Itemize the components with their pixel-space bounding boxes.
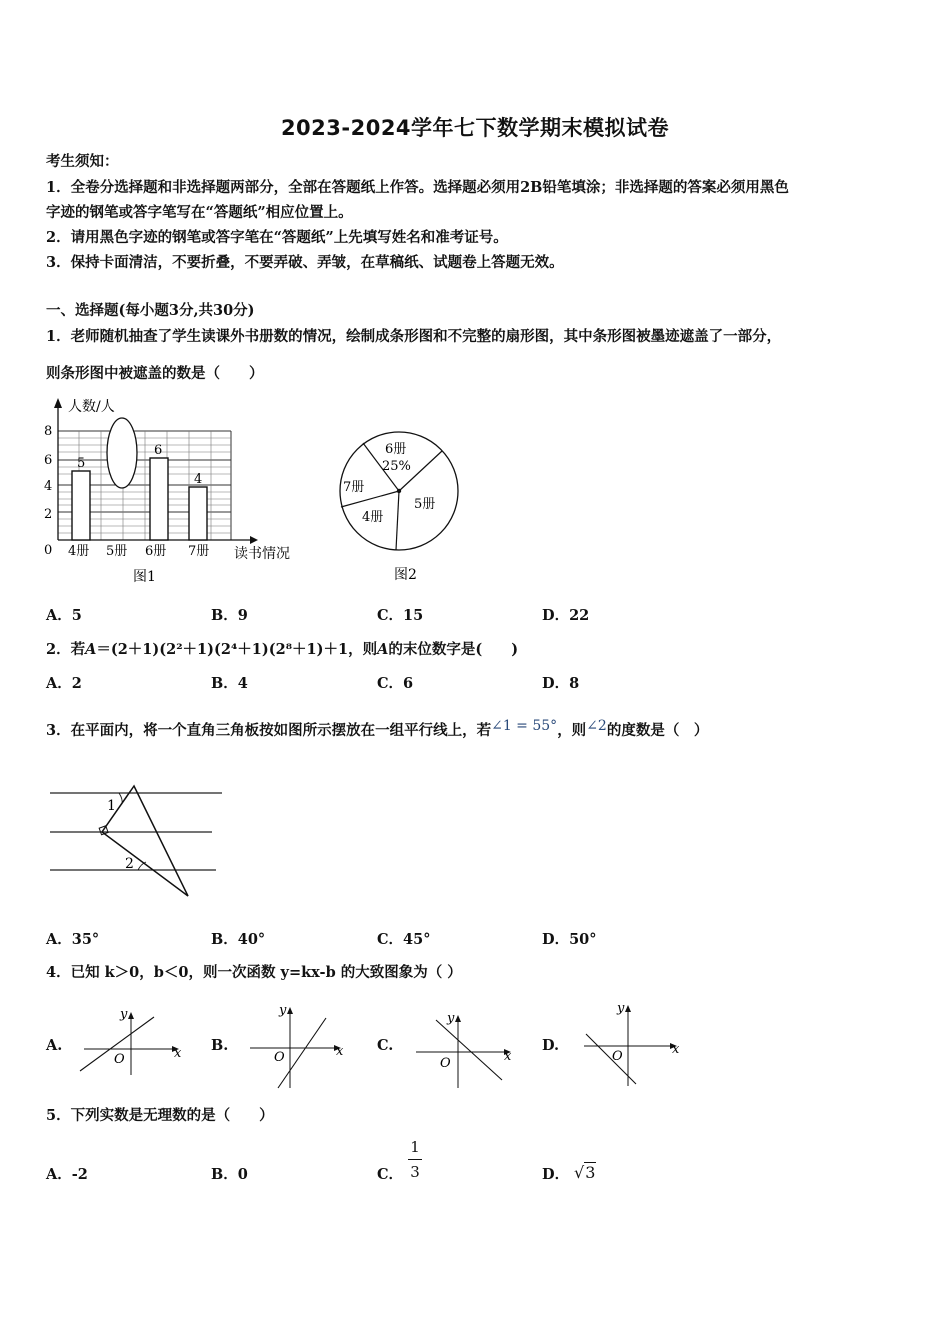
notice-heading: 考生须知： bbox=[46, 153, 119, 170]
y-axis-arrow-icon bbox=[287, 1007, 293, 1014]
option-b[interactable]: B. bbox=[211, 1037, 229, 1054]
section-heading: 一、选择题(每小题3分,共30分) bbox=[46, 302, 255, 319]
ink-blot bbox=[107, 418, 137, 488]
q3-text: 的度数是（ ） bbox=[606, 722, 709, 739]
x-tick-label: 7册 bbox=[188, 544, 210, 559]
q2-prefix: 2．若 bbox=[46, 641, 86, 658]
y-axis-label: 人数/人 bbox=[68, 399, 115, 415]
fraction-numerator: 1 bbox=[410, 1138, 420, 1156]
figure-1-bar-chart bbox=[38, 394, 308, 594]
option-d[interactable]: D. bbox=[542, 1037, 560, 1054]
pie-label: 5册 bbox=[414, 497, 436, 512]
pie-label: 7册 bbox=[343, 480, 365, 495]
x-axis-label: x bbox=[672, 1042, 680, 1057]
pie-label: 6册 bbox=[385, 442, 407, 457]
x-axis-label: x bbox=[174, 1046, 182, 1061]
sqrt-three bbox=[574, 1162, 596, 1184]
option-d[interactable]: D． bbox=[542, 1166, 570, 1183]
origin-label: O bbox=[114, 1052, 125, 1067]
option-a[interactable]: A. bbox=[46, 1037, 63, 1054]
angle-2-formula: ∠2 bbox=[586, 718, 607, 734]
angle-1-formula: ∠1 = 55° bbox=[491, 718, 558, 734]
x-axis-label: x bbox=[336, 1044, 344, 1059]
bar-6 bbox=[150, 458, 168, 540]
option-c[interactable]: C. bbox=[377, 1037, 394, 1054]
option-a[interactable]: A．2 bbox=[46, 675, 82, 692]
fraction-denominator: 3 bbox=[410, 1163, 420, 1181]
function-line bbox=[278, 1018, 326, 1088]
y-axis-label: y bbox=[279, 1003, 287, 1018]
option-b[interactable]: B．4 bbox=[211, 675, 248, 692]
x-tick-label: 6册 bbox=[145, 544, 167, 559]
graph-option-d bbox=[580, 998, 685, 1090]
figure-caption: 图1 bbox=[133, 569, 156, 585]
option-c[interactable]: C．15 bbox=[377, 607, 424, 624]
q3-text: 3．在平面内，将一个直角三角板按如图所示摆放在一组平行线上，若 bbox=[46, 722, 492, 739]
question-2-text bbox=[46, 640, 518, 660]
bar-4 bbox=[72, 471, 90, 540]
y-tick-label: 8 bbox=[44, 424, 53, 439]
origin-label: O bbox=[612, 1049, 623, 1064]
variable-a: A bbox=[377, 641, 389, 658]
bar-value-label: 5 bbox=[77, 456, 86, 471]
page-title: 2023-2024学年七下数学期末模拟试卷 bbox=[280, 116, 670, 140]
angle-label: 1 bbox=[107, 798, 116, 814]
q3-text: ，则 bbox=[557, 722, 587, 739]
option-b[interactable]: B．40° bbox=[211, 931, 266, 948]
variable-a: A bbox=[85, 641, 97, 658]
graph-option-a bbox=[76, 1003, 186, 1078]
notice-item: 1．全卷分选择题和非选择题两部分，全部在答题纸上作答。选择题必须用2B铅笔填涂；非选择题的答案必须用黑色 bbox=[46, 179, 789, 196]
figure-caption: 图2 bbox=[394, 567, 417, 583]
origin-label: O bbox=[440, 1056, 451, 1071]
pie-center bbox=[397, 489, 401, 493]
sqrt-icon: √ bbox=[574, 1163, 585, 1182]
x-axis-arrow-icon bbox=[250, 536, 258, 544]
q2-expression: ＝(2＋1)(2²＋1)(2⁴＋1)(2⁸＋1)＋1，则 bbox=[96, 641, 378, 658]
sqrt-radicand: 3 bbox=[585, 1163, 596, 1182]
figure-3-parallel-lines bbox=[46, 780, 226, 905]
bar-7 bbox=[189, 487, 207, 540]
y-axis-arrow-icon bbox=[54, 398, 62, 408]
angle-label: 2 bbox=[125, 856, 134, 872]
pie-label: 4册 bbox=[362, 510, 384, 525]
option-c[interactable]: C．45° bbox=[377, 931, 431, 948]
option-d[interactable]: D．50° bbox=[542, 931, 597, 948]
y-tick-label: 2 bbox=[44, 507, 53, 522]
question-4-text: 4．已知 k＞0，b＜0，则一次函数 y=kx-b 的大致图象为（ ） bbox=[46, 964, 462, 981]
notice-item: 2．请用黑色字迹的钢笔或答字笔在“答题纸”上先填写姓名和准考证号。 bbox=[46, 229, 508, 246]
option-d[interactable]: D．22 bbox=[542, 607, 590, 624]
graph-option-b bbox=[246, 1000, 356, 1092]
fraction-one-third bbox=[406, 1138, 424, 1181]
option-c[interactable]: C． bbox=[377, 1166, 404, 1183]
option-a[interactable]: A．-2 bbox=[46, 1166, 88, 1183]
y-axis-label: y bbox=[447, 1011, 455, 1026]
y-tick-label: 6 bbox=[44, 453, 53, 468]
y-tick-label: 4 bbox=[44, 479, 53, 494]
origin-label: O bbox=[274, 1050, 285, 1065]
x-tick-label: 4册 bbox=[68, 544, 90, 559]
option-c[interactable]: C．6 bbox=[377, 675, 414, 692]
pie-label: 25% bbox=[382, 459, 411, 474]
bar-value-label: 4 bbox=[194, 472, 203, 487]
x-tick-label: 5册 bbox=[106, 544, 128, 559]
option-a[interactable]: A．5 bbox=[46, 607, 82, 624]
x-axis-label: x bbox=[504, 1049, 512, 1064]
notice-item: 3．保持卡面清洁，不要折叠，不要弄破、弄皱，在草稿纸、试题卷上答题无效。 bbox=[46, 254, 564, 271]
function-line bbox=[436, 1020, 502, 1080]
x-axis-label: 读书情况 bbox=[234, 546, 290, 562]
q2-suffix: 的末位数字是( ) bbox=[388, 641, 519, 658]
graph-option-c bbox=[412, 1006, 517, 1092]
option-d[interactable]: D．8 bbox=[542, 675, 580, 692]
question-1-text: 则条形图中被遮盖的数是（ ） bbox=[46, 365, 264, 382]
option-a[interactable]: A．35° bbox=[46, 931, 100, 948]
option-b[interactable]: B．9 bbox=[211, 607, 248, 624]
y-axis-label: y bbox=[120, 1007, 128, 1022]
figure-2-pie-chart bbox=[330, 425, 470, 595]
question-3-text bbox=[46, 718, 709, 741]
question-1-text: 1．老师随机抽查了学生读课外书册数的情况，绘制成条形图和不完整的扇形图，其中条形图被墨迹遮盖了一部分， bbox=[46, 328, 782, 345]
option-b[interactable]: B．0 bbox=[211, 1166, 248, 1183]
notice-item: 字迹的钢笔或答字笔写在“答题纸”相应位置上。 bbox=[46, 204, 353, 221]
y-tick-label: 0 bbox=[44, 543, 53, 558]
bar-value-label: 6 bbox=[154, 443, 163, 458]
y-axis-arrow-icon bbox=[455, 1015, 461, 1022]
y-axis-arrow-icon bbox=[128, 1012, 134, 1019]
y-axis-label: y bbox=[617, 1001, 625, 1016]
y-axis-arrow-icon bbox=[625, 1005, 631, 1012]
question-5-text: 5．下列实数是无理数的是（ ） bbox=[46, 1107, 274, 1124]
